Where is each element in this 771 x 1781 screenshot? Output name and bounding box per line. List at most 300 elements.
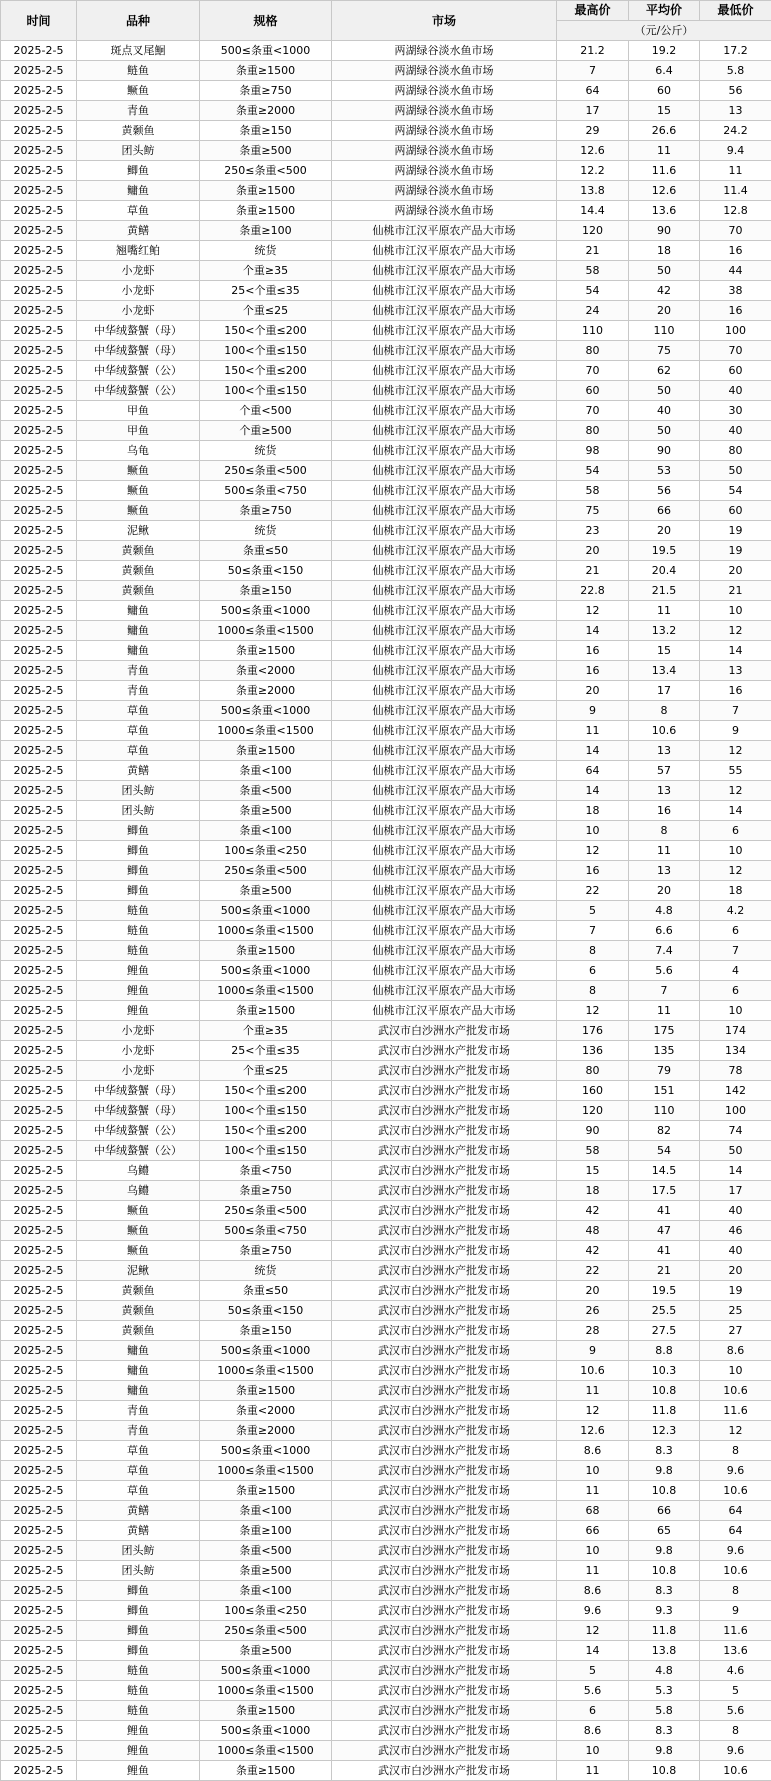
table-row bbox=[1, 661, 771, 681]
cell-date: 2025-2-5 bbox=[1, 1061, 77, 1081]
cell-market: 仙桃市江汉平原农产品大市场 bbox=[332, 1001, 557, 1021]
cell-date: 2025-2-5 bbox=[1, 861, 77, 881]
cell-avg: 20 bbox=[629, 521, 700, 541]
table-row bbox=[1, 1501, 771, 1521]
cell-min: 9 bbox=[700, 721, 771, 741]
cell-market: 武汉市白沙洲水产批发市场 bbox=[332, 1181, 557, 1201]
cell-min: 10.6 bbox=[700, 1481, 771, 1501]
cell-market: 武汉市白沙洲水产批发市场 bbox=[332, 1141, 557, 1161]
cell-variety: 青鱼 bbox=[77, 1401, 200, 1421]
cell-spec: 个重≥500 bbox=[200, 421, 332, 441]
cell-max: 8.6 bbox=[557, 1441, 629, 1461]
cell-max: 10 bbox=[557, 821, 629, 841]
cell-max: 58 bbox=[557, 1141, 629, 1161]
cell-min: 70 bbox=[700, 341, 771, 361]
cell-max: 64 bbox=[557, 761, 629, 781]
cell-min: 38 bbox=[700, 281, 771, 301]
cell-variety: 乌鳢 bbox=[77, 1161, 200, 1181]
cell-date: 2025-2-5 bbox=[1, 221, 77, 241]
cell-avg: 6.6 bbox=[629, 921, 700, 941]
cell-spec: 条重≥500 bbox=[200, 881, 332, 901]
cell-avg: 60 bbox=[629, 81, 700, 101]
cell-date: 2025-2-5 bbox=[1, 581, 77, 601]
cell-max: 14 bbox=[557, 741, 629, 761]
cell-spec: 统货 bbox=[200, 441, 332, 461]
cell-variety: 斑点叉尾鮰 bbox=[77, 41, 200, 61]
cell-variety: 鲤鱼 bbox=[77, 961, 200, 981]
table-row bbox=[1, 1261, 771, 1281]
cell-date: 2025-2-5 bbox=[1, 461, 77, 481]
cell-min: 44 bbox=[700, 261, 771, 281]
cell-min: 8 bbox=[700, 1581, 771, 1601]
cell-market: 武汉市白沙洲水产批发市场 bbox=[332, 1641, 557, 1661]
table-row bbox=[1, 241, 771, 261]
cell-avg: 13 bbox=[629, 781, 700, 801]
table-row bbox=[1, 1621, 771, 1641]
cell-spec: 条重≥1500 bbox=[200, 1001, 332, 1021]
cell-min: 11.6 bbox=[700, 1621, 771, 1641]
cell-max: 10 bbox=[557, 1461, 629, 1481]
cell-avg: 8.8 bbox=[629, 1341, 700, 1361]
cell-min: 6 bbox=[700, 821, 771, 841]
cell-max: 80 bbox=[557, 1061, 629, 1081]
cell-variety: 鲫鱼 bbox=[77, 881, 200, 901]
cell-date: 2025-2-5 bbox=[1, 1361, 77, 1381]
cell-market: 仙桃市江汉平原农产品大市场 bbox=[332, 961, 557, 981]
cell-max: 21 bbox=[557, 561, 629, 581]
cell-variety: 小龙虾 bbox=[77, 1041, 200, 1061]
table-row bbox=[1, 581, 771, 601]
cell-min: 13 bbox=[700, 661, 771, 681]
cell-market: 仙桃市江汉平原农产品大市场 bbox=[332, 681, 557, 701]
cell-spec: 250≤条重<500 bbox=[200, 861, 332, 881]
cell-date: 2025-2-5 bbox=[1, 241, 77, 261]
cell-date: 2025-2-5 bbox=[1, 841, 77, 861]
cell-variety: 草鱼 bbox=[77, 741, 200, 761]
cell-max: 5 bbox=[557, 901, 629, 921]
cell-avg: 10.8 bbox=[629, 1481, 700, 1501]
cell-max: 12 bbox=[557, 1001, 629, 1021]
cell-max: 16 bbox=[557, 641, 629, 661]
cell-avg: 10.3 bbox=[629, 1361, 700, 1381]
cell-avg: 66 bbox=[629, 501, 700, 521]
cell-max: 12 bbox=[557, 841, 629, 861]
cell-avg: 20 bbox=[629, 881, 700, 901]
table-row bbox=[1, 81, 771, 101]
cell-market: 武汉市白沙洲水产批发市场 bbox=[332, 1241, 557, 1261]
cell-variety: 中华绒螯蟹（公） bbox=[77, 1121, 200, 1141]
cell-market: 仙桃市江汉平原农产品大市场 bbox=[332, 461, 557, 481]
cell-max: 16 bbox=[557, 661, 629, 681]
cell-spec: 个重≤25 bbox=[200, 301, 332, 321]
cell-variety: 团头鲂 bbox=[77, 1541, 200, 1561]
table-row bbox=[1, 921, 771, 941]
cell-variety: 小龙虾 bbox=[77, 281, 200, 301]
cell-min: 12 bbox=[700, 781, 771, 801]
cell-spec: 个重≤25 bbox=[200, 1061, 332, 1081]
cell-market: 武汉市白沙洲水产批发市场 bbox=[332, 1541, 557, 1561]
cell-max: 48 bbox=[557, 1221, 629, 1241]
cell-max: 80 bbox=[557, 341, 629, 361]
cell-variety: 鳙鱼 bbox=[77, 1381, 200, 1401]
cell-max: 21 bbox=[557, 241, 629, 261]
cell-variety: 鲢鱼 bbox=[77, 901, 200, 921]
table-row bbox=[1, 981, 771, 1001]
table-row bbox=[1, 1701, 771, 1721]
cell-date: 2025-2-5 bbox=[1, 1641, 77, 1661]
cell-variety: 草鱼 bbox=[77, 701, 200, 721]
table-header bbox=[1, 1, 771, 41]
cell-avg: 15 bbox=[629, 101, 700, 121]
cell-avg: 16 bbox=[629, 801, 700, 821]
cell-max: 70 bbox=[557, 401, 629, 421]
cell-date: 2025-2-5 bbox=[1, 881, 77, 901]
table-row bbox=[1, 321, 771, 341]
table-row bbox=[1, 1281, 771, 1301]
cell-spec: 1000≤条重<1500 bbox=[200, 1741, 332, 1761]
cell-date: 2025-2-5 bbox=[1, 281, 77, 301]
cell-market: 仙桃市江汉平原农产品大市场 bbox=[332, 621, 557, 641]
cell-max: 64 bbox=[557, 81, 629, 101]
table-body bbox=[1, 41, 771, 1781]
cell-variety: 团头鲂 bbox=[77, 781, 200, 801]
cell-min: 14 bbox=[700, 641, 771, 661]
cell-avg: 14.5 bbox=[629, 1161, 700, 1181]
cell-spec: 条重≥1500 bbox=[200, 1701, 332, 1721]
cell-spec: 条重≥1500 bbox=[200, 181, 332, 201]
cell-date: 2025-2-5 bbox=[1, 61, 77, 81]
cell-date: 2025-2-5 bbox=[1, 541, 77, 561]
cell-max: 23 bbox=[557, 521, 629, 541]
cell-spec: 150<个重≤200 bbox=[200, 1121, 332, 1141]
table-row bbox=[1, 1001, 771, 1021]
cell-variety: 中华绒螯蟹（母） bbox=[77, 1081, 200, 1101]
cell-avg: 5.8 bbox=[629, 1701, 700, 1721]
cell-variety: 鳜鱼 bbox=[77, 481, 200, 501]
table-row bbox=[1, 641, 771, 661]
cell-spec: 条重<100 bbox=[200, 1501, 332, 1521]
cell-spec: 条重≤50 bbox=[200, 541, 332, 561]
cell-date: 2025-2-5 bbox=[1, 1081, 77, 1101]
cell-market: 武汉市白沙洲水产批发市场 bbox=[332, 1461, 557, 1481]
cell-max: 18 bbox=[557, 1181, 629, 1201]
cell-min: 13 bbox=[700, 101, 771, 121]
cell-market: 仙桃市江汉平原农产品大市场 bbox=[332, 481, 557, 501]
cell-max: 136 bbox=[557, 1041, 629, 1061]
cell-market: 仙桃市江汉平原农产品大市场 bbox=[332, 381, 557, 401]
cell-variety: 鲫鱼 bbox=[77, 1601, 200, 1621]
cell-date: 2025-2-5 bbox=[1, 1401, 77, 1421]
cell-date: 2025-2-5 bbox=[1, 1101, 77, 1121]
cell-max: 14.4 bbox=[557, 201, 629, 221]
cell-spec: 条重≥150 bbox=[200, 581, 332, 601]
cell-avg: 41 bbox=[629, 1201, 700, 1221]
table-row bbox=[1, 1641, 771, 1661]
table-row bbox=[1, 1661, 771, 1681]
cell-variety: 黄颡鱼 bbox=[77, 541, 200, 561]
cell-spec: 1000≤条重<1500 bbox=[200, 621, 332, 641]
table-row bbox=[1, 181, 771, 201]
table-row bbox=[1, 281, 771, 301]
table-row bbox=[1, 1041, 771, 1061]
table-row bbox=[1, 501, 771, 521]
cell-max: 16 bbox=[557, 861, 629, 881]
cell-date: 2025-2-5 bbox=[1, 401, 77, 421]
table-row bbox=[1, 901, 771, 921]
cell-max: 22 bbox=[557, 1261, 629, 1281]
cell-max: 98 bbox=[557, 441, 629, 461]
cell-variety: 鲫鱼 bbox=[77, 841, 200, 861]
cell-avg: 11.8 bbox=[629, 1621, 700, 1641]
cell-spec: 100<个重≤150 bbox=[200, 341, 332, 361]
table-row bbox=[1, 1741, 771, 1761]
cell-market: 仙桃市江汉平原农产品大市场 bbox=[332, 761, 557, 781]
cell-min: 10 bbox=[700, 1001, 771, 1021]
cell-spec: 100≤条重<250 bbox=[200, 1601, 332, 1621]
cell-max: 12 bbox=[557, 601, 629, 621]
cell-avg: 53 bbox=[629, 461, 700, 481]
table-row bbox=[1, 421, 771, 441]
cell-avg: 17.5 bbox=[629, 1181, 700, 1201]
cell-max: 24 bbox=[557, 301, 629, 321]
cell-max: 17 bbox=[557, 101, 629, 121]
cell-avg: 47 bbox=[629, 1221, 700, 1241]
table-row bbox=[1, 301, 771, 321]
cell-max: 10 bbox=[557, 1541, 629, 1561]
cell-variety: 中华绒螯蟹（母） bbox=[77, 1101, 200, 1121]
cell-max: 26 bbox=[557, 1301, 629, 1321]
cell-spec: 条重≥1500 bbox=[200, 741, 332, 761]
cell-max: 9 bbox=[557, 701, 629, 721]
table-row bbox=[1, 1761, 771, 1781]
cell-spec: 统货 bbox=[200, 241, 332, 261]
cell-variety: 黄鳝 bbox=[77, 1521, 200, 1541]
col-header-variety: 品种 bbox=[77, 1, 200, 41]
cell-date: 2025-2-5 bbox=[1, 41, 77, 61]
cell-market: 仙桃市江汉平原农产品大市场 bbox=[332, 281, 557, 301]
cell-variety: 小龙虾 bbox=[77, 1061, 200, 1081]
cell-market: 仙桃市江汉平原农产品大市场 bbox=[332, 821, 557, 841]
cell-min: 4.2 bbox=[700, 901, 771, 921]
col-header-spec: 规格 bbox=[200, 1, 332, 41]
table-row bbox=[1, 1201, 771, 1221]
cell-avg: 21.5 bbox=[629, 581, 700, 601]
cell-date: 2025-2-5 bbox=[1, 1581, 77, 1601]
cell-max: 10.6 bbox=[557, 1361, 629, 1381]
cell-spec: 条重<100 bbox=[200, 821, 332, 841]
cell-min: 100 bbox=[700, 321, 771, 341]
cell-spec: 条重<2000 bbox=[200, 661, 332, 681]
cell-max: 18 bbox=[557, 801, 629, 821]
cell-min: 10.6 bbox=[700, 1561, 771, 1581]
cell-avg: 10.8 bbox=[629, 1561, 700, 1581]
table-row bbox=[1, 1181, 771, 1201]
cell-market: 仙桃市江汉平原农产品大市场 bbox=[332, 521, 557, 541]
cell-min: 7 bbox=[700, 941, 771, 961]
cell-variety: 鲫鱼 bbox=[77, 161, 200, 181]
cell-date: 2025-2-5 bbox=[1, 901, 77, 921]
cell-avg: 65 bbox=[629, 1521, 700, 1541]
cell-date: 2025-2-5 bbox=[1, 481, 77, 501]
cell-spec: 个重<500 bbox=[200, 401, 332, 421]
cell-spec: 条重≥500 bbox=[200, 801, 332, 821]
cell-date: 2025-2-5 bbox=[1, 1321, 77, 1341]
cell-min: 5.6 bbox=[700, 1701, 771, 1721]
cell-avg: 8.3 bbox=[629, 1581, 700, 1601]
cell-spec: 条重<500 bbox=[200, 1541, 332, 1561]
cell-market: 仙桃市江汉平原农产品大市场 bbox=[332, 861, 557, 881]
cell-variety: 黄颡鱼 bbox=[77, 581, 200, 601]
cell-variety: 鳙鱼 bbox=[77, 641, 200, 661]
cell-market: 武汉市白沙洲水产批发市场 bbox=[332, 1501, 557, 1521]
cell-min: 11 bbox=[700, 161, 771, 181]
cell-max: 120 bbox=[557, 1101, 629, 1121]
cell-date: 2025-2-5 bbox=[1, 121, 77, 141]
cell-spec: 条重<500 bbox=[200, 781, 332, 801]
cell-spec: 条重<100 bbox=[200, 1581, 332, 1601]
cell-avg: 8.3 bbox=[629, 1441, 700, 1461]
cell-spec: 条重≥1500 bbox=[200, 61, 332, 81]
cell-market: 武汉市白沙洲水产批发市场 bbox=[332, 1101, 557, 1121]
cell-market: 武汉市白沙洲水产批发市场 bbox=[332, 1521, 557, 1541]
cell-min: 30 bbox=[700, 401, 771, 421]
cell-date: 2025-2-5 bbox=[1, 921, 77, 941]
table-row bbox=[1, 1521, 771, 1541]
table-row bbox=[1, 1241, 771, 1261]
table-row bbox=[1, 521, 771, 541]
cell-min: 10 bbox=[700, 601, 771, 621]
cell-date: 2025-2-5 bbox=[1, 321, 77, 341]
cell-date: 2025-2-5 bbox=[1, 1561, 77, 1581]
table-row bbox=[1, 601, 771, 621]
table-row bbox=[1, 701, 771, 721]
cell-avg: 8 bbox=[629, 701, 700, 721]
cell-market: 仙桃市江汉平原农产品大市场 bbox=[332, 781, 557, 801]
cell-variety: 鲫鱼 bbox=[77, 1581, 200, 1601]
cell-max: 70 bbox=[557, 361, 629, 381]
cell-min: 13.6 bbox=[700, 1641, 771, 1661]
cell-max: 10 bbox=[557, 1741, 629, 1761]
cell-variety: 黄鳝 bbox=[77, 761, 200, 781]
cell-max: 29 bbox=[557, 121, 629, 141]
cell-date: 2025-2-5 bbox=[1, 381, 77, 401]
cell-date: 2025-2-5 bbox=[1, 181, 77, 201]
cell-date: 2025-2-5 bbox=[1, 1381, 77, 1401]
table-row bbox=[1, 221, 771, 241]
cell-variety: 中华绒螯蟹（公） bbox=[77, 381, 200, 401]
cell-spec: 250≤条重<500 bbox=[200, 1621, 332, 1641]
cell-variety: 鳙鱼 bbox=[77, 621, 200, 641]
cell-max: 54 bbox=[557, 461, 629, 481]
cell-avg: 12.6 bbox=[629, 181, 700, 201]
cell-max: 11 bbox=[557, 721, 629, 741]
cell-date: 2025-2-5 bbox=[1, 101, 77, 121]
cell-variety: 青鱼 bbox=[77, 681, 200, 701]
cell-min: 8 bbox=[700, 1441, 771, 1461]
cell-variety: 青鱼 bbox=[77, 101, 200, 121]
cell-max: 20 bbox=[557, 681, 629, 701]
table-row bbox=[1, 361, 771, 381]
table-row bbox=[1, 721, 771, 741]
cell-date: 2025-2-5 bbox=[1, 201, 77, 221]
cell-max: 110 bbox=[557, 321, 629, 341]
cell-min: 14 bbox=[700, 801, 771, 821]
cell-variety: 鲤鱼 bbox=[77, 1741, 200, 1761]
cell-variety: 鲫鱼 bbox=[77, 1641, 200, 1661]
cell-variety: 鳜鱼 bbox=[77, 1221, 200, 1241]
cell-max: 8 bbox=[557, 981, 629, 1001]
cell-max: 8 bbox=[557, 941, 629, 961]
cell-min: 64 bbox=[700, 1501, 771, 1521]
cell-variety: 中华绒螯蟹（母） bbox=[77, 341, 200, 361]
cell-avg: 25.5 bbox=[629, 1301, 700, 1321]
cell-max: 28 bbox=[557, 1321, 629, 1341]
table-row bbox=[1, 1321, 771, 1341]
cell-market: 仙桃市江汉平原农产品大市场 bbox=[332, 321, 557, 341]
cell-variety: 鳜鱼 bbox=[77, 81, 200, 101]
cell-spec: 500≤条重<1000 bbox=[200, 701, 332, 721]
cell-min: 11.6 bbox=[700, 1401, 771, 1421]
table-row bbox=[1, 41, 771, 61]
cell-spec: 1000≤条重<1500 bbox=[200, 921, 332, 941]
col-header-max: 最高价 bbox=[557, 1, 629, 21]
cell-variety: 黄颡鱼 bbox=[77, 561, 200, 581]
cell-avg: 9.8 bbox=[629, 1461, 700, 1481]
cell-market: 仙桃市江汉平原农产品大市场 bbox=[332, 561, 557, 581]
cell-market: 武汉市白沙洲水产批发市场 bbox=[332, 1581, 557, 1601]
cell-avg: 27.5 bbox=[629, 1321, 700, 1341]
cell-date: 2025-2-5 bbox=[1, 1761, 77, 1781]
table-row bbox=[1, 541, 771, 561]
cell-date: 2025-2-5 bbox=[1, 161, 77, 181]
cell-market: 仙桃市江汉平原农产品大市场 bbox=[332, 601, 557, 621]
cell-avg: 110 bbox=[629, 321, 700, 341]
cell-min: 4.6 bbox=[700, 1661, 771, 1681]
table-row bbox=[1, 481, 771, 501]
cell-market: 两湖绿谷淡水鱼市场 bbox=[332, 101, 557, 121]
cell-min: 60 bbox=[700, 361, 771, 381]
cell-spec: 500≤条重<1000 bbox=[200, 1441, 332, 1461]
cell-date: 2025-2-5 bbox=[1, 761, 77, 781]
cell-market: 两湖绿谷淡水鱼市场 bbox=[332, 181, 557, 201]
cell-variety: 中华绒螯蟹（公） bbox=[77, 1141, 200, 1161]
cell-spec: 个重≥35 bbox=[200, 261, 332, 281]
cell-market: 仙桃市江汉平原农产品大市场 bbox=[332, 741, 557, 761]
table-row bbox=[1, 441, 771, 461]
cell-market: 武汉市白沙洲水产批发市场 bbox=[332, 1161, 557, 1181]
table-row bbox=[1, 1301, 771, 1321]
cell-spec: 250≤条重<500 bbox=[200, 161, 332, 181]
cell-date: 2025-2-5 bbox=[1, 801, 77, 821]
table-row bbox=[1, 61, 771, 81]
cell-market: 武汉市白沙洲水产批发市场 bbox=[332, 1261, 557, 1281]
cell-min: 74 bbox=[700, 1121, 771, 1141]
cell-market: 武汉市白沙洲水产批发市场 bbox=[332, 1061, 557, 1081]
cell-market: 仙桃市江汉平原农产品大市场 bbox=[332, 541, 557, 561]
cell-spec: 500≤条重<1000 bbox=[200, 961, 332, 981]
cell-spec: 100<个重≤150 bbox=[200, 1101, 332, 1121]
cell-min: 12.8 bbox=[700, 201, 771, 221]
cell-market: 仙桃市江汉平原农产品大市场 bbox=[332, 341, 557, 361]
cell-min: 7 bbox=[700, 701, 771, 721]
cell-avg: 8.3 bbox=[629, 1721, 700, 1741]
cell-max: 13.8 bbox=[557, 181, 629, 201]
cell-avg: 5.3 bbox=[629, 1681, 700, 1701]
cell-min: 19 bbox=[700, 521, 771, 541]
cell-date: 2025-2-5 bbox=[1, 1481, 77, 1501]
cell-market: 武汉市白沙洲水产批发市场 bbox=[332, 1041, 557, 1061]
cell-date: 2025-2-5 bbox=[1, 1521, 77, 1541]
